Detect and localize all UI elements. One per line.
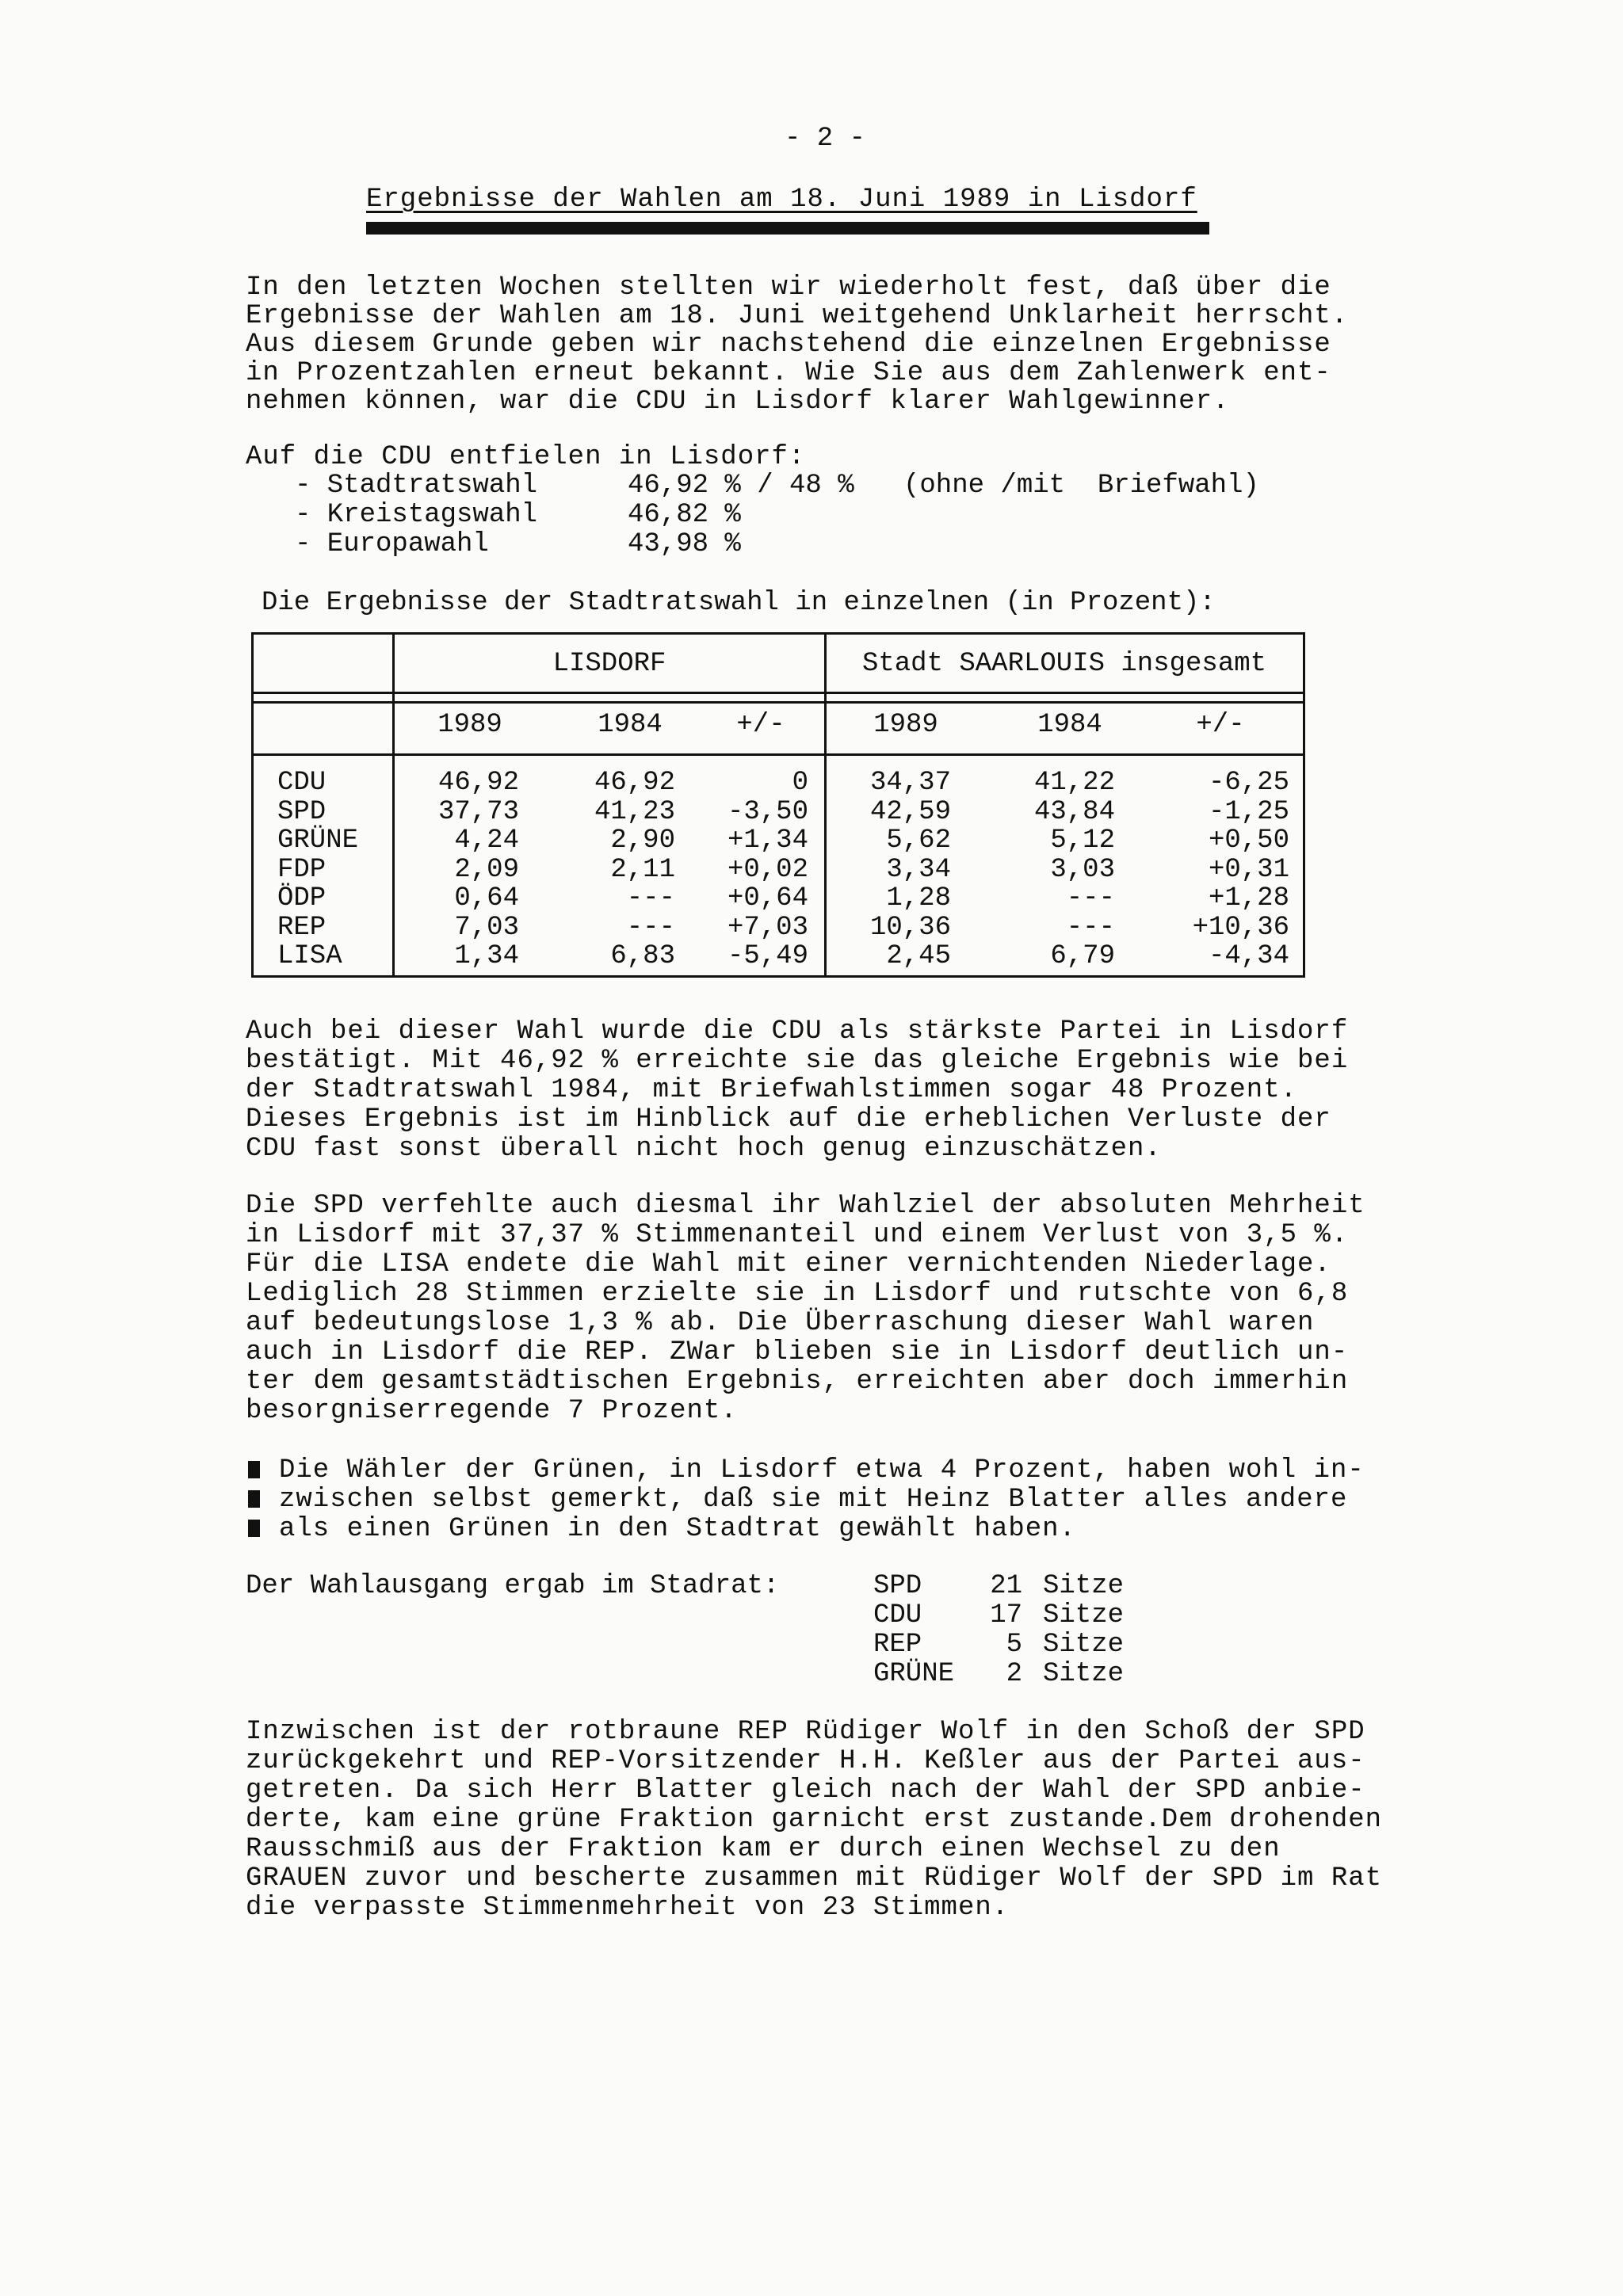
seat-unit: Sitze bbox=[1043, 1659, 1125, 1689]
value-cell: 46,92 bbox=[594, 768, 675, 798]
value-cell: 41,22 bbox=[1033, 768, 1115, 798]
value-cell: 2,11 bbox=[610, 854, 675, 885]
result-note: (ohne /mit Briefwahl) bbox=[903, 471, 1259, 501]
seat-count: 17 bbox=[990, 1600, 1022, 1630]
seat-party: SPD bbox=[873, 1571, 922, 1601]
value-cell: 2,90 bbox=[610, 826, 675, 856]
value-cell: -4,34 bbox=[1208, 941, 1289, 971]
value-cell: -5,49 bbox=[727, 941, 808, 971]
text-line: als einen Grünen in den Stadtrat gewählt haben. bbox=[279, 1514, 1076, 1544]
title-bar bbox=[366, 222, 1209, 235]
text-line: Lediglich 28 Stimmen erzielte sie in Lisdorf und rutschte von 6,8 bbox=[246, 1279, 1349, 1309]
value-cell: 2,45 bbox=[886, 941, 951, 971]
text-line: besorgniserregende 7 Prozent. bbox=[246, 1396, 738, 1426]
col-header: +/- bbox=[736, 710, 785, 740]
bullet-marker bbox=[248, 1461, 260, 1478]
party-cell: CDU bbox=[277, 768, 327, 798]
party-cell: LISA bbox=[277, 941, 342, 971]
result-label: - Europawahl bbox=[295, 529, 489, 559]
result-value: 46,82 % bbox=[628, 500, 741, 530]
seats-label: Der Wahlausgang ergab im Stadrat: bbox=[246, 1571, 780, 1601]
table-divider bbox=[254, 692, 1303, 694]
value-cell: 1,34 bbox=[454, 941, 519, 971]
value-cell: 0,64 bbox=[454, 883, 519, 913]
text-line: auch in Lisdorf die REP. ZWar blieben sie in Lisdorf deutlich un- bbox=[246, 1337, 1349, 1367]
value-cell: 3,34 bbox=[886, 854, 951, 885]
text-line: zwischen selbst gemerkt, daß sie mit Heinz Blatter alles andere bbox=[279, 1485, 1348, 1515]
value-cell: 2,09 bbox=[454, 854, 519, 885]
seat-count: 2 bbox=[1006, 1659, 1022, 1689]
value-cell: --- bbox=[626, 883, 675, 913]
value-cell: 46,92 bbox=[437, 768, 519, 798]
value-cell: -3,50 bbox=[727, 796, 808, 827]
value-cell: 3,03 bbox=[1050, 854, 1115, 885]
value-cell: 5,62 bbox=[886, 826, 951, 856]
value-cell: 0 bbox=[792, 768, 808, 798]
text-line: CDU fast sonst überall nicht hoch genug einzuschätzen. bbox=[246, 1134, 1162, 1164]
text-line: Aus diesem Grunde geben wir nachstehend die einzelnen Ergebnisse bbox=[246, 330, 1331, 360]
result-label: - Stadtratswahl bbox=[295, 471, 538, 501]
text-line: bestätigt. Mit 46,92 % erreichte sie das gleiche Ergebnis wie bei bbox=[246, 1046, 1349, 1076]
table-divider bbox=[254, 701, 1303, 704]
seat-unit: Sitze bbox=[1043, 1600, 1125, 1630]
bullet-marker bbox=[248, 1520, 260, 1537]
value-cell: 5,12 bbox=[1050, 826, 1115, 856]
party-cell: FDP bbox=[277, 854, 327, 885]
text-line: Die Wähler der Grünen, in Lisdorf etwa 4 Prozent, haben wohl in- bbox=[279, 1455, 1365, 1486]
col-header: 1989 bbox=[873, 710, 938, 740]
result-label: - Kreistagswahl bbox=[295, 500, 538, 530]
table-caption: Die Ergebnisse der Stadtratswahl in einzelnen (in Prozent): bbox=[262, 588, 1216, 618]
value-cell: +1,28 bbox=[1208, 883, 1289, 913]
value-cell: 34,37 bbox=[869, 768, 951, 798]
text-line: Rausschmiß aus der Fraktion kam er durch einen Wechsel zu den bbox=[246, 1834, 1281, 1864]
text-line: derte, kam eine grüne Fraktion garnicht erst zustande.Dem drohenden bbox=[246, 1805, 1383, 1835]
value-cell: 4,24 bbox=[454, 826, 519, 856]
value-cell: 6,83 bbox=[610, 941, 675, 971]
text-line: Inzwischen ist der rotbraune REP Rüdiger Wolf in den Schoß der SPD bbox=[246, 1717, 1365, 1747]
value-cell: -6,25 bbox=[1208, 768, 1289, 798]
seat-party: CDU bbox=[873, 1600, 922, 1630]
text-line: auf bedeutungslose 1,3 % ab. Die Überraschung dieser Wahl waren bbox=[246, 1308, 1315, 1338]
value-cell: +1,34 bbox=[727, 826, 808, 856]
group-header-lisdorf: LISDORF bbox=[552, 649, 666, 679]
table-divider bbox=[254, 753, 1303, 756]
text-line: in Lisdorf mit 37,37 % Stimmenanteil und einem Verlust von 3,5 %. bbox=[246, 1220, 1349, 1250]
value-cell: --- bbox=[626, 912, 675, 943]
value-cell: 6,79 bbox=[1050, 941, 1115, 971]
text-line: GRAUEN zuvor und bescherte zusammen mit Rüdiger Wolf der SPD im Rat bbox=[246, 1863, 1383, 1894]
text-line: In den letzten Wochen stellten wir wiederholt fest, daß über die bbox=[246, 273, 1331, 303]
value-cell: 1,28 bbox=[886, 883, 951, 913]
text-line: die verpasste Stimmenmehrheit von 23 Stimmen. bbox=[246, 1893, 1010, 1923]
text-line: zurückgekehrt und REP-Vorsitzender H.H. Keßler aus der Partei aus- bbox=[246, 1746, 1365, 1776]
value-cell: --- bbox=[1066, 883, 1115, 913]
value-cell: 10,36 bbox=[869, 912, 951, 943]
text-line: Für die LISA endete die Wahl mit einer vernichtenden Niederlage. bbox=[246, 1249, 1331, 1280]
text-line: Die SPD verfehlte auch diesmal ihr Wahlziel der absoluten Mehrheit bbox=[246, 1191, 1365, 1221]
value-cell: --- bbox=[1066, 912, 1115, 943]
value-cell: +10,36 bbox=[1192, 912, 1289, 943]
value-cell: +7,03 bbox=[727, 912, 808, 943]
value-cell: 43,84 bbox=[1033, 796, 1115, 827]
cdu-heading: Auf die CDU entfielen in Lisdorf: bbox=[246, 442, 806, 472]
text-line: ter dem gesamtstädtischen Ergebnis, erreichten aber doch immerhin bbox=[246, 1367, 1349, 1397]
result-value: 46,92 % / 48 % bbox=[628, 471, 854, 501]
col-header: 1984 bbox=[598, 710, 663, 740]
col-header: +/- bbox=[1196, 710, 1245, 740]
seat-unit: Sitze bbox=[1043, 1630, 1125, 1660]
value-cell: +0,50 bbox=[1208, 826, 1289, 856]
page-number: - 2 - bbox=[785, 124, 866, 154]
seat-party: GRÜNE bbox=[873, 1659, 955, 1689]
party-cell: GRÜNE bbox=[277, 826, 359, 856]
value-cell: +0,31 bbox=[1208, 854, 1289, 885]
value-cell: -1,25 bbox=[1208, 796, 1289, 827]
seat-count: 5 bbox=[1006, 1630, 1022, 1660]
value-cell: +0,02 bbox=[727, 854, 808, 885]
seat-count: 21 bbox=[990, 1571, 1022, 1601]
seat-unit: Sitze bbox=[1043, 1571, 1125, 1601]
seat-party: REP bbox=[873, 1630, 922, 1660]
value-cell: 41,23 bbox=[594, 796, 675, 827]
value-cell: 37,73 bbox=[437, 796, 519, 827]
col-header: 1989 bbox=[437, 710, 502, 740]
text-line: in Prozentzahlen erneut bekannt. Wie Sie aus dem Zahlenwerk ent- bbox=[246, 358, 1331, 388]
col-header: 1984 bbox=[1037, 710, 1102, 740]
text-line: nehmen können, war die CDU in Lisdorf klarer Wahlgewinner. bbox=[246, 387, 1230, 417]
bullet-marker bbox=[248, 1490, 260, 1508]
text-line: Ergebnisse der Wahlen am 18. Juni weitgehend Unklarheit herrscht. bbox=[246, 301, 1349, 331]
party-cell: REP bbox=[277, 912, 327, 943]
text-line: getreten. Da sich Herr Blatter gleich nach der Wahl der SPD anbie- bbox=[246, 1775, 1365, 1806]
text-line: der Stadtratswahl 1984, mit Briefwahlstimmen sogar 48 Prozent. bbox=[246, 1075, 1298, 1105]
result-value: 43,98 % bbox=[628, 529, 741, 559]
value-cell: 42,59 bbox=[869, 796, 951, 827]
party-cell: SPD bbox=[277, 796, 327, 827]
value-cell: 7,03 bbox=[454, 912, 519, 943]
text-line: Dieses Ergebnis ist im Hinblick auf die erheblichen Verluste der bbox=[246, 1104, 1331, 1135]
text-line: Auch bei dieser Wahl wurde die CDU als stärkste Partei in Lisdorf bbox=[246, 1016, 1349, 1047]
results-table bbox=[251, 632, 1305, 978]
party-cell: ÖDP bbox=[277, 883, 327, 913]
page-title: Ergebnisse der Wahlen am 18. Juni 1989 in Lisdorf bbox=[366, 185, 1197, 215]
group-header-stadt: Stadt SAARLOUIS insgesamt bbox=[861, 649, 1267, 679]
value-cell: +0,64 bbox=[727, 883, 808, 913]
